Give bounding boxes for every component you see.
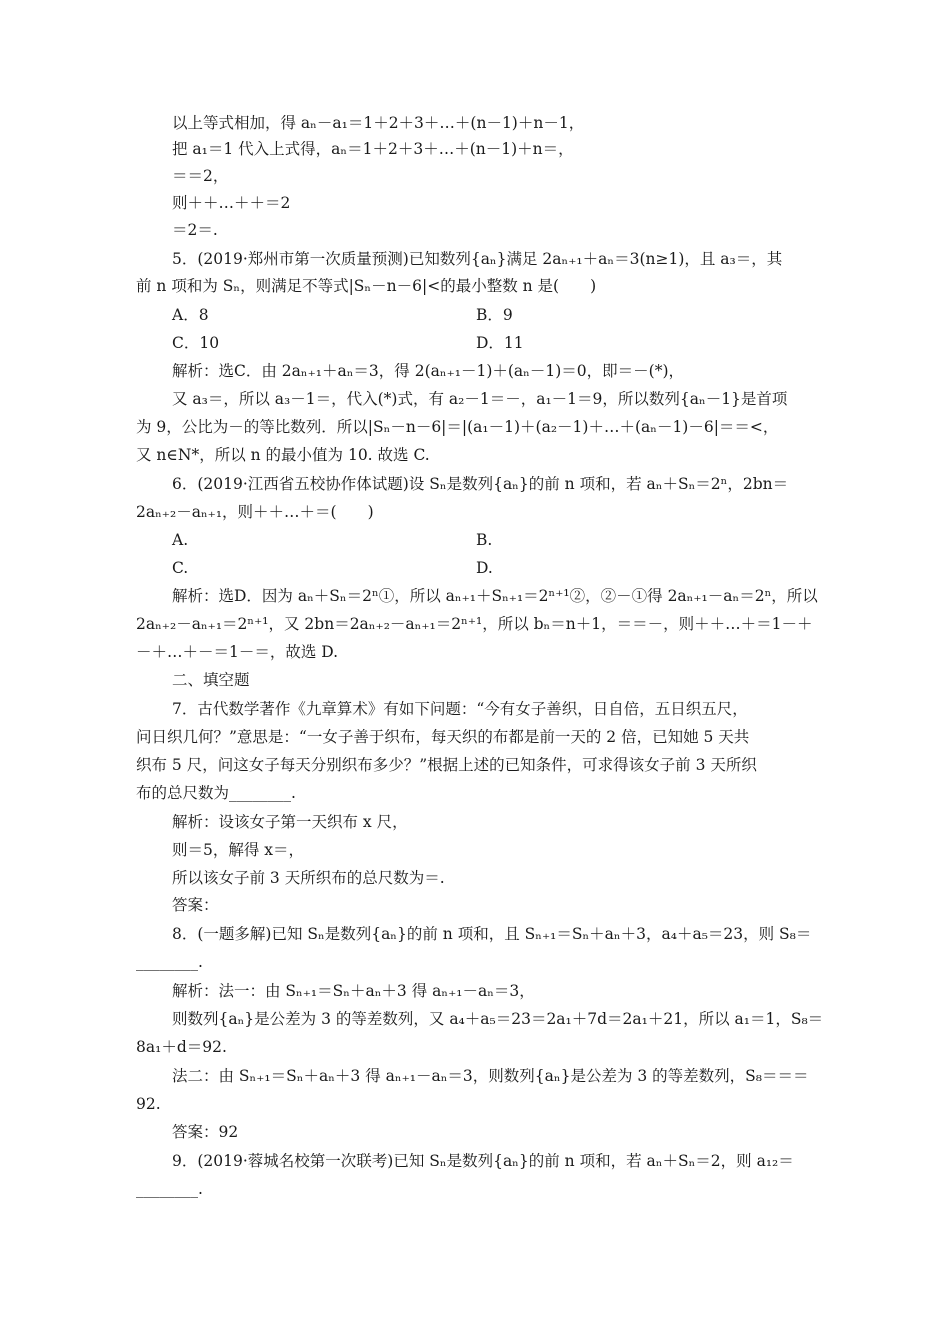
line-text: 二、填空题 <box>172 671 250 689</box>
line-text: 2aₙ₊₂－aₙ₊₁，则＋＋…＋＝( ) <box>136 503 374 521</box>
option-right: B. <box>476 531 493 549</box>
line-text: 织布 5 尺，问这女子每天分别织布多少？”根据上述的已知条件，可求得该女子前 3 天所织 <box>136 756 757 774</box>
line-text: 9．(2019·蓉城名校第一次联考)已知 Sₙ是数列{aₙ}的前 n 项和，若 aₙ＋Sₙ＝2，则 a₁₂＝ <box>172 1152 794 1170</box>
line-text: 则＝5，解得 x＝， <box>172 841 305 859</box>
line-text: 法二：由 Sₙ₊₁＝Sₙ＋aₙ＋3 得 aₙ₊₁－aₙ＝3，则数列{aₙ}是公差为 3 的等差数列，S₈＝＝＝ <box>172 1067 809 1085</box>
line-text: 答案：92 <box>172 1123 239 1141</box>
line-text: 布的总尺数为________. <box>136 784 296 802</box>
line-text: 为 9，公比为－的等比数列．所以|Sₙ－n－6|＝|(a₁－1)＋(a₂－1)＋…＋(aₙ－1)－6|＝＝<， <box>136 418 779 436</box>
line-text: A．8 <box>172 306 209 324</box>
line-text: 解析：选C．由 2aₙ₊₁＋aₙ＝3，得 2(aₙ₊₁－1)＋(aₙ－1)＝0，即＝－(*)， <box>172 362 684 380</box>
line-text: 6．(2019·江西省五校协作体试题)设 Sₙ是数列{aₙ}的前 n 项和，若 aₙ＋Sₙ＝2ⁿ，2bn＝ <box>172 475 789 493</box>
line-text: 则＋＋…＋＋＝2 <box>172 194 291 212</box>
line-text: 解析：法一：由 Sₙ₊₁＝Sₙ＋aₙ＋3 得 aₙ₊₁－aₙ＝3， <box>172 982 535 1000</box>
line-text: －＋…＋－＝1－＝，故选 D. <box>136 643 339 661</box>
option-right: D．11 <box>476 334 524 352</box>
line-text: 又 a₃＝，所以 a₃－1＝，代入(*)式，有 a₂－1＝－，a₁－1＝9，所以数列{aₙ－1}是首项 <box>172 390 788 408</box>
line-text: 2aₙ₊₂－aₙ₊₁＝2ⁿ⁺¹，又 2bn＝2aₙ₊₂－aₙ₊₁＝2ⁿ⁺¹，所以 bₙ＝n＋1，＝＝－，则＋＋…＋＝1－＋ <box>136 615 813 633</box>
line-text: ＝2＝. <box>172 221 218 239</box>
line-text: ＝＝2， <box>172 167 229 185</box>
line-text: 以上等式相加，得 aₙ－a₁＝1＋2＋3＋…＋(n－1)＋n－1， <box>172 114 585 132</box>
line-text: 又 n∈N*，所以 n 的最小值为 10. 故选 C. <box>136 446 430 464</box>
line-text: ________. <box>136 1180 203 1198</box>
option-right: B．9 <box>476 306 513 324</box>
line-text: 前 n 项和为 Sₙ，则满足不等式|Sₙ－n－6|<的最小整数 n 是( ) <box>136 277 597 295</box>
line-text: 5．(2019·郑州市第一次质量预测)已知数列{aₙ}满足 2aₙ₊₁＋aₙ＝3(n≥1)，且 a₃＝，其 <box>172 250 783 268</box>
option-right: D. <box>476 559 493 577</box>
line-text: 解析：设该女子第一天织布 x 尺， <box>172 813 408 831</box>
line-text: 8．(一题多解)已知 Sₙ是数列{aₙ}的前 n 项和，且 Sₙ₊₁＝Sₙ＋aₙ＋3，a₄＋a₅＝23，则 S₈＝ <box>172 925 812 943</box>
line-text: 8a₁＋d＝92. <box>136 1038 227 1056</box>
line-text: 7．古代数学著作《九章算术》有如下问题：“今有女子善织，日自倍，五日织五尺， <box>172 700 748 718</box>
line-text: 答案： <box>172 896 219 914</box>
line-text: 所以该女子前 3 天所织布的总尺数为＝. <box>172 869 445 887</box>
line-text: 92. <box>136 1095 161 1113</box>
line-text: A. <box>172 531 189 549</box>
line-text: ________. <box>136 953 203 971</box>
line-text: C. <box>172 559 189 577</box>
line-text: 把 a₁＝1 代入上式得，aₙ＝1＋2＋3＋…＋(n－1)＋n＝， <box>172 140 574 158</box>
line-text: 则数列{aₙ}是公差为 3 的等差数列，又 a₄＋a₅＝23＝2a₁＋7d＝2a₁＋21，所以 a₁＝1，S₈＝ <box>172 1010 824 1028</box>
line-text: C．10 <box>172 334 220 352</box>
line-text: 解析：选D．因为 aₙ＋Sₙ＝2ⁿ①，所以 aₙ₊₁＋Sₙ₊₁＝2ⁿ⁺¹②，②－①得 2aₙ₊₁－aₙ＝2ⁿ，所以 <box>172 587 818 605</box>
line-text: 问日织几何？”意思是：“一女子善于织布，每天织的布都是前一天的 2 倍，已知她 5 天共 <box>136 728 750 746</box>
